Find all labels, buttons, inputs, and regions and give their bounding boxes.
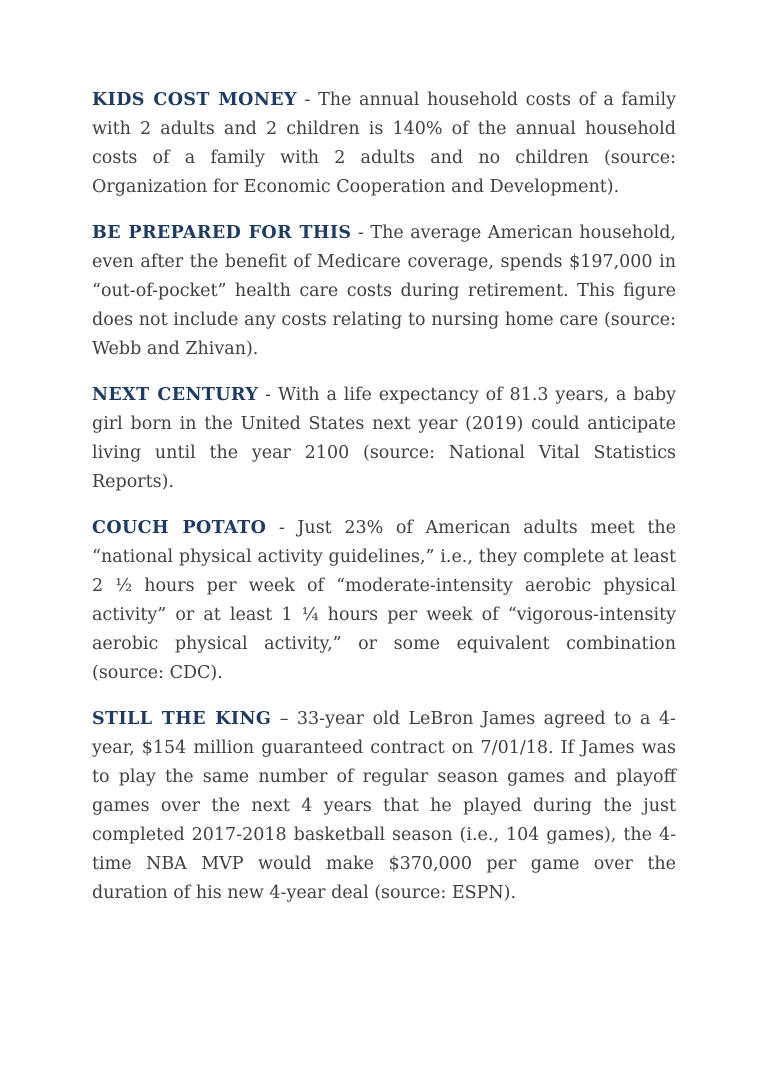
heading-separator: – xyxy=(271,709,297,729)
paragraph-heading: STILL THE KING xyxy=(92,709,272,729)
stat-paragraph-still-the-king xyxy=(92,705,676,908)
heading-separator: - xyxy=(296,90,319,110)
stat-paragraph-be-prepared xyxy=(92,219,676,364)
paragraph-heading: KIDS COST MONEY xyxy=(92,90,297,110)
heading-separator: - xyxy=(266,518,298,538)
paragraph-heading: NEXT CENTURY xyxy=(92,385,259,405)
paragraph-body: The annual household costs of a family with 2 adults and 2 children is 140% of the annual household costs of a family with 2 adults and no children (source: Organization for Economic Cooperation and Development). xyxy=(92,90,676,197)
paragraph-body: With a life expectancy of 81.3 years, a baby girl born in the United States next year (2019) could anticipate living until the year 2100 (source: National Vital Statistics Reports). xyxy=(92,385,676,492)
heading-separator: - xyxy=(258,385,278,405)
paragraph-body: 33-year old LeBron James agreed to a 4-year, $154 million guaranteed contract on 7/01/18. If James was to play the same number of regular season games and playoff games over the next 4 years that he played during the just completed 2017-2018 basketball season (i.e., 104 games), the 4-time NBA MVP would make $370,000 per game over the duration of his new 4-year deal (source: ESPN). xyxy=(92,709,676,903)
stat-paragraph-next-century xyxy=(92,381,676,497)
paragraph-heading: BE PREPARED FOR THIS xyxy=(92,223,352,243)
paragraph-heading: COUCH POTATO xyxy=(92,518,267,538)
paragraph-body: Just 23% of American adults meet the “national physical activity guidelines,” i.e., they complete at least 2 ½ hours per week of “moderate-intensity aerobic physical activity” or at least 1 ¼ hours per week of “vigorous-intensity aerobic physical activity,” or some equivalent combination (source: CDC). xyxy=(92,518,676,683)
paragraph-body: The average American household, even after the benefit of Medicare coverage, spends $197,000 in “out-of-pocket” health care costs during retirement. This figure does not include any costs relating to nursing home care (source: Webb and Zhivan). xyxy=(92,223,676,359)
stat-paragraph-couch-potato xyxy=(92,514,676,688)
heading-separator: - xyxy=(351,223,371,243)
stat-paragraph-kids-cost-money xyxy=(92,86,676,202)
